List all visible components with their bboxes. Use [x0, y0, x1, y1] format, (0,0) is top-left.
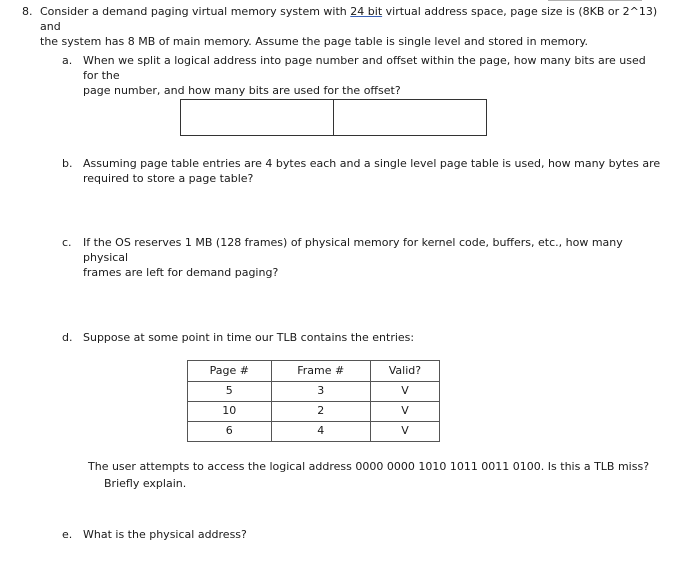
tlb-table	[187, 360, 440, 442]
tlb-header-page: Page #	[188, 361, 272, 382]
part-c-text	[83, 235, 663, 280]
tlb-cell-page: 5	[188, 382, 272, 402]
top-rule	[548, 0, 642, 1]
part-a-label: a.	[62, 54, 73, 67]
question-text-line2: the system has 8 MB of main memory. Assume the page table is single level and stored in memory.	[40, 35, 588, 48]
part-c-line2: frames are left for demand paging?	[83, 266, 279, 279]
tlb-cell-frame: 3	[271, 382, 370, 402]
part-d-followup-line1: The user attempts to access the logical address 0000 0000 1010 1011 0011 0100. Is this a TLB miss?	[88, 460, 650, 473]
tlb-cell-frame: 4	[271, 422, 370, 442]
tlb-cell-valid: V	[370, 402, 439, 422]
part-d-label: d.	[62, 331, 73, 344]
part-c-label: c.	[62, 236, 72, 249]
answer-box	[180, 99, 487, 136]
part-d-followup-line2: Briefly explain.	[104, 477, 187, 490]
part-e-label: e.	[62, 528, 73, 541]
tlb-cell-frame: 2	[271, 402, 370, 422]
question-number: 8.	[22, 5, 33, 18]
question-text-part2: virtual address space, page size is (8KB or 2^13) and	[40, 5, 658, 33]
tlb-cell-valid: V	[370, 382, 439, 402]
tlb-header-frame: Frame #	[271, 361, 370, 382]
part-b-label: b.	[62, 157, 73, 170]
tlb-header-row	[188, 361, 440, 382]
part-b-line1: Assuming page table entries are 4 bytes each and a single level page table is used, how many bytes are	[83, 157, 661, 170]
offset-bits-answer-cell[interactable]	[333, 100, 486, 135]
table-row	[188, 422, 440, 442]
question-text-part1: Consider a demand paging virtual memory system with	[40, 5, 351, 18]
tlb-cell-page: 10	[188, 402, 272, 422]
page-number-bits-answer-cell[interactable]	[181, 100, 333, 135]
part-a-line1: When we split a logical address into page number and offset within the page, how many bits are used for the	[83, 54, 646, 82]
part-a-line2: page number, and how many bits are used for the offset?	[83, 84, 401, 97]
part-a-text	[83, 53, 663, 98]
table-row	[188, 402, 440, 422]
part-b-line2: required to store a page table?	[83, 172, 254, 185]
part-b-text	[83, 156, 663, 186]
part-e-text: What is the physical address?	[83, 528, 247, 541]
question-text-underlined: 24 bit	[350, 5, 383, 18]
tlb-cell-valid: V	[370, 422, 439, 442]
question-text	[40, 4, 660, 49]
part-d-text: Suppose at some point in time our TLB contains the entries:	[83, 331, 415, 344]
tlb-cell-page: 6	[188, 422, 272, 442]
tlb-header-valid: Valid?	[370, 361, 439, 382]
part-c-line1: If the OS reserves 1 MB (128 frames) of physical memory for kernel code, buffers, etc., how many physical	[83, 236, 623, 264]
table-row	[188, 382, 440, 402]
